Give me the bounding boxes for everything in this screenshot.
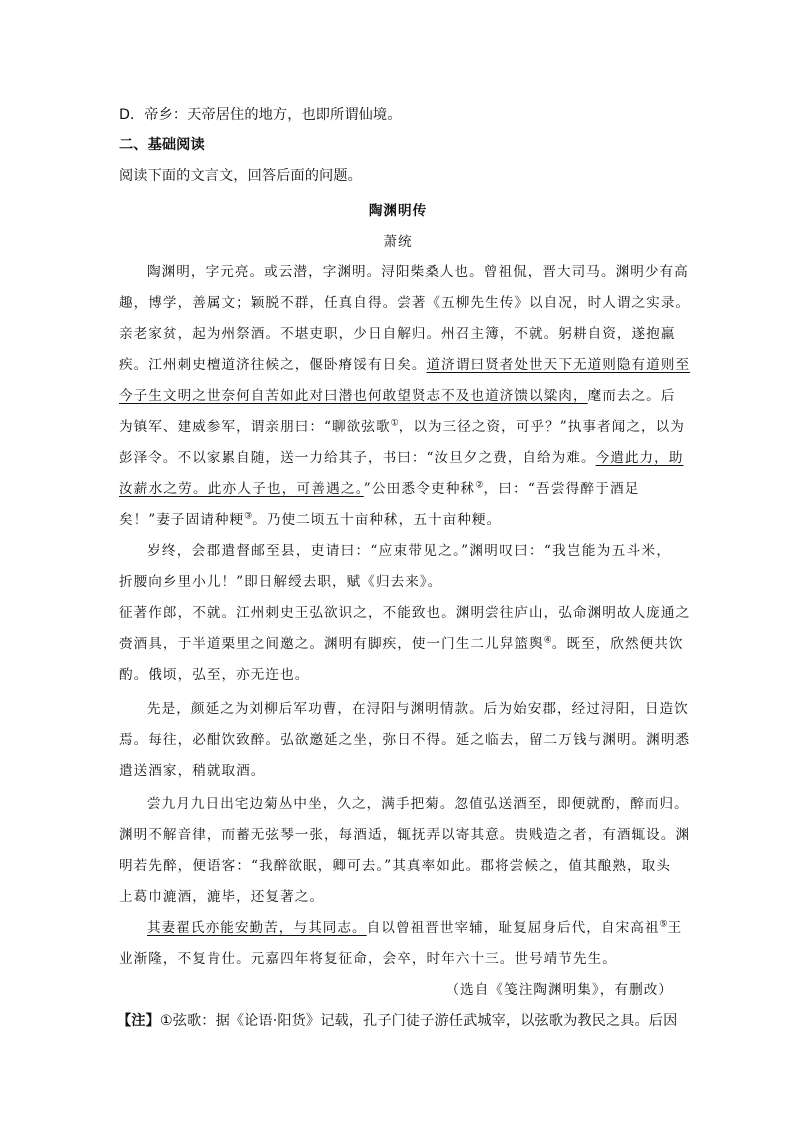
footnote-marker: ③ [244, 511, 253, 522]
p4-line-1: 先是，颜延之为刘柳后军功曹，在浔阳与渊明情款。后为始安郡，经过浔阳，日造饮 [147, 701, 689, 717]
text-segment: 。既至，欣然便共饮 [551, 636, 684, 652]
text-segment: 矣！”妻子固请种粳 [119, 512, 245, 528]
text-segment: 自以曾祖晋世宰辅，耻复屈身后代，自宋高祖 [366, 920, 660, 936]
source-citation: （选自《笺注陶渊明集》，有删改） [445, 982, 673, 998]
instruction: 阅读下面的文言文，回答后面的问题。 [119, 168, 362, 184]
p4-line-2: 焉。每往，必酣饮致醉。弘欲邀延之坐，弥日不得。延之临去，留二万钱与渊明。渊明悉 [119, 732, 691, 748]
p5-line-3: 明若先醉，便语客：“我醉欲眠，卿可去。”其真率如此。郡将尝候之，值其酿熟，取头 [119, 858, 671, 874]
underlined-sentence: 今子生文明之世奈何自苦如此对曰潜也何敢望贤志不及也道济馈以粱肉， [119, 388, 588, 404]
underlined-sentence: 汝薪水之劳。此亦人子也，可善遇之。 [119, 481, 364, 497]
text-segment: 彭泽令。不以家累自随，送一力给其子，书曰：“汝旦夕之费，自给为难。 [119, 450, 596, 466]
underlined-sentence: 其妻翟氏亦能安勤苦，与其同志。 [147, 920, 367, 936]
p5-line-2: 渊明不解音律，而蓄无弦琴一张，每酒适，辄抚弄以寄其意。贵贱造之者，有酒辄设。渊 [119, 827, 691, 843]
text-segment: 为镇军、建威参军，谓亲朋曰：“聊欲弦歌 [119, 419, 391, 435]
text-segment: 。乃使二顷五十亩种秫，五十亩种粳。 [252, 512, 502, 528]
underlined-sentence: 道济谓曰贤者处世天下无道则隐有道则至 [426, 357, 691, 373]
note-text: 弦歌：据《论语·阳货》记载，孔子门徒子游任武城宰，以弦歌为教民之具。后因 [172, 1013, 678, 1029]
text-segment: 赍酒具，于半道栗里之间邀之。渊明有脚疾，使一门生二儿舁篮舆 [119, 636, 544, 652]
footnote-1 [117, 1010, 677, 1030]
text-segment: ，曰：“吾尝得醉于酒足 [483, 481, 640, 497]
p2-line-2: 折腰向乡里小儿！”即日解绶去职，赋《归去来》。 [119, 574, 443, 590]
p6-line-1 [119, 916, 683, 936]
p3-line-3: 酌。俄顷，弘至，亦无迕也。 [119, 667, 310, 683]
p1-line-3: 亲老家贫，起为州祭酒。不堪吏职，少日自解归。州召主簿，不就。躬耕自资，遂抱羸 [119, 326, 676, 342]
p5-line-1: 尝九月九日出宅边菊丛中坐，久之，满手把菊。忽值弘送酒至，即便就酌，醉而归。 [147, 796, 689, 812]
underlined-sentence: 今遣此力，助 [595, 450, 684, 466]
p1-line-9 [119, 508, 501, 528]
passage-title: 陶渊明传 [368, 203, 428, 219]
p1-line-4 [119, 353, 691, 373]
p5-line-4: 上葛巾漉酒，漉毕，还复著之。 [119, 889, 325, 905]
footnote-marker: ① [390, 418, 399, 429]
text-segment: 疾。江州刺史檀道济往候之，偃卧瘠馁有日矣。 [119, 357, 427, 373]
p4-line-3: 遣送酒家，稍就取酒。 [119, 763, 266, 779]
passage-author: 萧统 [383, 234, 413, 250]
p1-line-1: 陶渊明，字元亮。或云潜，字渊明。浔阳柴桑人也。曾祖侃，晋大司马。渊明少有高 [147, 264, 689, 280]
text-segment: 麾而去之。后 [587, 388, 676, 404]
p3-line-2 [119, 632, 684, 652]
p1-line-5 [119, 384, 676, 404]
p3-line-1: 征著作郎，不就。江州刺史王弘欲识之，不能致也。渊明尝往庐山，弘命渊明故人庞通之 [119, 605, 691, 621]
text-segment: 王 [667, 920, 683, 936]
section-heading: 二、基础阅读 [119, 137, 205, 153]
note-number: ① [159, 1013, 173, 1029]
footnote-marker: ⑤ [659, 919, 668, 930]
text-segment: ，以为三径之资，可乎？”执事者闻之，以为 [398, 419, 685, 435]
p1-line-2: 趣，博学，善属文；颖脱不群，任真自得。尝著《五柳先生传》以自况，时人谓之实录。 [119, 295, 691, 311]
footnote-marker: ② [475, 480, 484, 491]
p1-line-8 [119, 477, 640, 497]
text-segment: ”公田悉令吏种秫 [363, 481, 476, 497]
p1-line-6 [119, 415, 685, 435]
p6-line-2: 业渐隆，不复肯仕。元嘉四年将复征命，会卒，时年六十三。世号靖节先生。 [119, 951, 617, 967]
option-d: D．帝乡：天帝居住的地方，也即所谓仙境。 [119, 107, 402, 123]
p2-line-1: 岁终，会郡遣督邮至县，吏请曰：“应束带见之。”渊明叹曰：“我岂能为五斗米， [147, 543, 671, 559]
note-label: 【注】 [117, 1013, 160, 1029]
p1-line-7 [119, 446, 684, 466]
footnote-marker: ④ [543, 635, 552, 646]
